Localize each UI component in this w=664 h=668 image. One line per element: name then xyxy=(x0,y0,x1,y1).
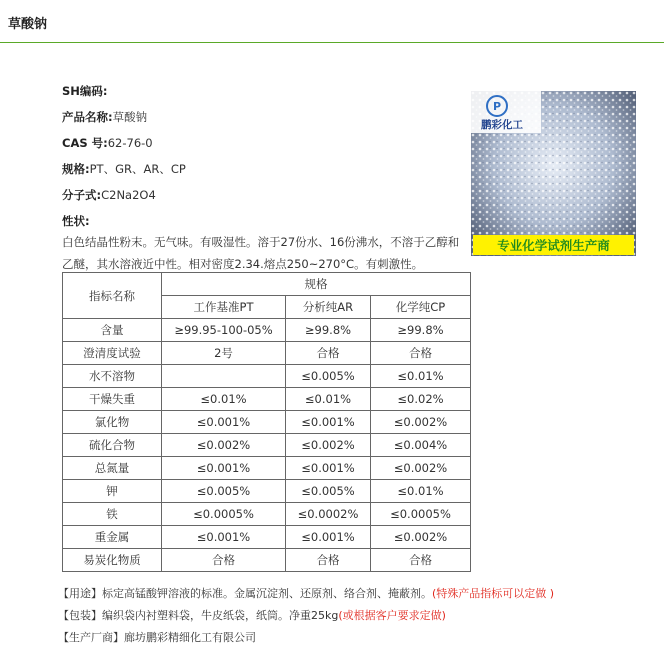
banner-text: 专业化学试剂生产商 xyxy=(497,238,610,253)
row-value-cell: ≤0.02% xyxy=(371,388,471,411)
row-value-cell: ≤0.001% xyxy=(286,457,371,480)
row-value-cell: ≤0.005% xyxy=(286,480,371,503)
row-value-cell: ≤0.005% xyxy=(286,365,371,388)
table-row xyxy=(63,457,471,480)
manufacturer-label: 【生产厂商】 xyxy=(58,631,124,644)
row-item-name: 硫化合物 xyxy=(63,434,162,457)
properties-label: 性状: xyxy=(62,214,90,228)
properties-line-2: 乙醚，其水溶液近中性。相对密度2.34.熔点250~270°C。有刺激性。 xyxy=(62,257,424,271)
row-item-name: 澄清度试验 xyxy=(63,342,162,365)
table-header-row xyxy=(63,273,471,296)
spec-table xyxy=(62,272,471,572)
notes-section xyxy=(58,583,658,649)
grade-label: 规格: xyxy=(62,162,90,176)
table-row xyxy=(63,549,471,572)
packaging-text: 编织袋内衬塑料袋，牛皮纸袋，纸筒。净重25kg xyxy=(102,609,339,622)
manufacturer-note xyxy=(58,627,658,649)
properties-line-1: 白色结晶性粉末。无气味。有吸湿性。溶于27份水、16份沸水，不溶于乙醇和 xyxy=(62,235,460,249)
row-item-name: 总氮量 xyxy=(63,457,162,480)
row-item-name: 水不溶物 xyxy=(63,365,162,388)
row-value-cell: ≤0.002% xyxy=(286,434,371,457)
sh-code-label: SH编码: xyxy=(62,84,108,98)
row-value-cell: ≤0.004% xyxy=(371,434,471,457)
formula-label: 分子式: xyxy=(62,188,102,202)
row-value-cell xyxy=(162,365,286,388)
grade-value: PT、GR、AR、CP xyxy=(89,162,186,176)
row-value-cell: ≤0.002% xyxy=(371,457,471,480)
row-value-cell: ≤0.01% xyxy=(162,388,286,411)
row-item-name: 钾 xyxy=(63,480,162,503)
row-value-cell: ≤0.001% xyxy=(286,411,371,434)
row-value-cell: ≤0.002% xyxy=(371,411,471,434)
row-value-cell: ≤0.01% xyxy=(371,480,471,503)
row-item-name: 含量 xyxy=(63,319,162,342)
row-value-cell: 2号 xyxy=(162,342,286,365)
table-row xyxy=(63,480,471,503)
row-value-cell: ≤0.005% xyxy=(162,480,286,503)
row-item-name: 干燥失重 xyxy=(63,388,162,411)
row-value-cell: 合格 xyxy=(286,549,371,572)
table-row xyxy=(63,319,471,342)
row-value-cell: 合格 xyxy=(162,549,286,572)
table-row xyxy=(63,434,471,457)
row-value-cell: ≤0.001% xyxy=(162,457,286,480)
row-value-cell: ≥99.8% xyxy=(371,319,471,342)
row-value-cell: ≤0.001% xyxy=(162,526,286,549)
row-value-cell: ≤0.0005% xyxy=(371,503,471,526)
row-value-cell: ≥99.95-100-05% xyxy=(162,319,286,342)
row-value-cell: ≥99.8% xyxy=(286,319,371,342)
formula-value: C2Na2O4 xyxy=(101,188,156,202)
table-row xyxy=(63,365,471,388)
product-photo xyxy=(471,91,636,256)
row-value-cell: ≤0.01% xyxy=(286,388,371,411)
product-image xyxy=(471,91,636,256)
row-item-name: 易炭化物质 xyxy=(63,549,162,572)
usage-note xyxy=(58,583,658,605)
row-value-cell: ≤0.002% xyxy=(162,434,286,457)
row-value-cell: 合格 xyxy=(286,342,371,365)
row-value-cell: 合格 xyxy=(371,549,471,572)
page-title: 草酸钠 xyxy=(8,17,48,32)
packaging-note xyxy=(58,605,658,627)
usage-text: 标定高锰酸钾溶液的标准。金属沉淀剂、还原剂、络合剂、掩蔽剂。 xyxy=(102,587,432,600)
table-row xyxy=(63,503,471,526)
usage-label: 【用途】 xyxy=(58,587,102,600)
title-bar xyxy=(0,0,664,43)
table-row xyxy=(63,526,471,549)
row-item-name: 铁 xyxy=(63,503,162,526)
row-item-name: 重金属 xyxy=(63,526,162,549)
table-row xyxy=(63,388,471,411)
row-value-cell: 合格 xyxy=(371,342,471,365)
product-name-label: 产品名称: xyxy=(62,110,113,124)
row-value-cell: ≤0.01% xyxy=(371,365,471,388)
row-value-cell: ≤0.0005% xyxy=(162,503,286,526)
packaging-label: 【包装】 xyxy=(58,609,102,622)
svg-text:P: P xyxy=(492,100,502,113)
header-col-ar: 分析纯AR xyxy=(286,296,371,319)
usage-red-text: (特殊产品指标可以定做 ) xyxy=(432,587,555,600)
table-row xyxy=(63,411,471,434)
table-row xyxy=(63,342,471,365)
cas-label: CAS 号: xyxy=(62,136,108,150)
row-value-cell: ≤0.002% xyxy=(371,526,471,549)
row-value-cell: ≤0.001% xyxy=(286,526,371,549)
header-col-pt: 工作基准PT xyxy=(162,296,286,319)
logo-text: 鹏彩化工 xyxy=(481,119,523,131)
cas-value: 62-76-0 xyxy=(107,136,153,150)
row-item-name: 氯化物 xyxy=(63,411,162,434)
product-name-value: 草酸钠 xyxy=(112,110,148,124)
header-spec: 规格 xyxy=(162,273,471,296)
header-col-cp: 化学纯CP xyxy=(371,296,471,319)
row-value-cell: ≤0.0002% xyxy=(286,503,371,526)
manufacturer-text: 廊坊鹏彩精细化工有限公司 xyxy=(124,631,256,644)
header-item-name: 指标名称 xyxy=(63,273,162,319)
packaging-red-text: (或根据客户要求定做) xyxy=(338,609,446,622)
row-value-cell: ≤0.001% xyxy=(162,411,286,434)
